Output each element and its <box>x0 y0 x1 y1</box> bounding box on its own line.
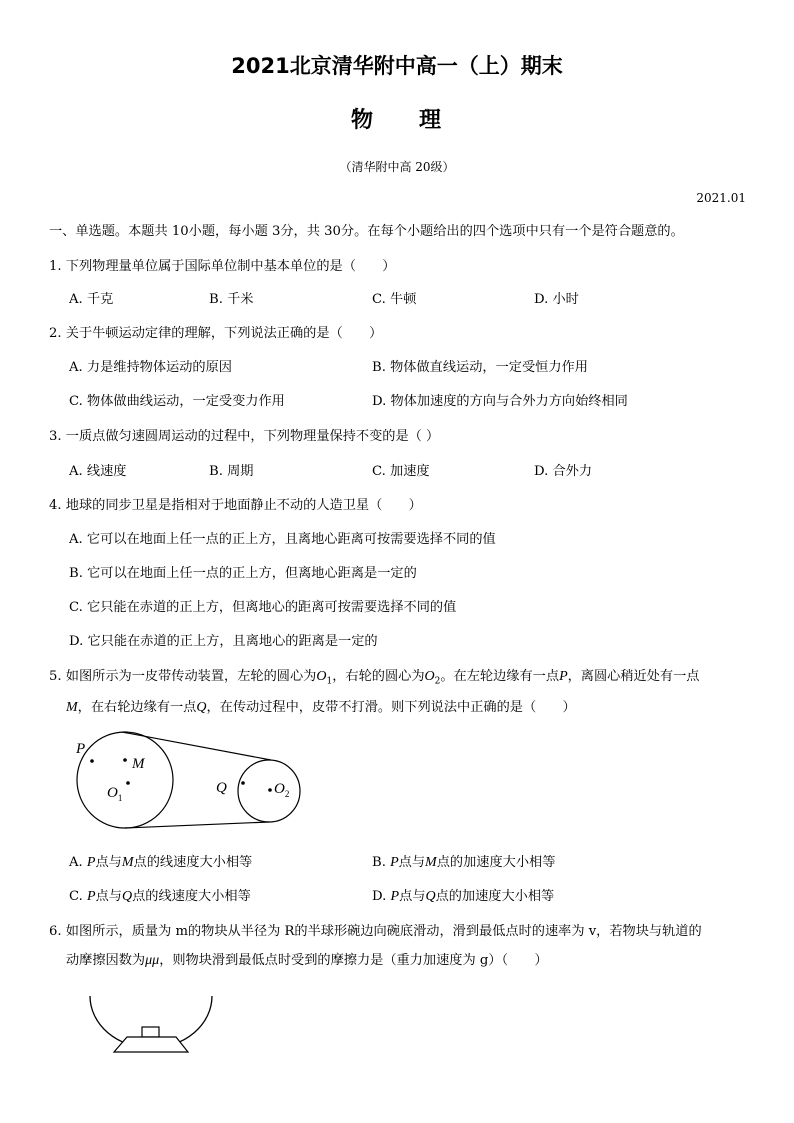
center-o2 <box>268 788 272 792</box>
page-title: 2021北京清华附中高一（上）期末 <box>231 54 563 78</box>
q5-option-d: D. P点与Q点的加速度大小相等 <box>372 889 555 904</box>
q2-option-d: D. 物体加速度的方向与合外力方向始终相同 <box>372 394 628 409</box>
label-p: P <box>76 741 86 757</box>
question-2-stem: 2. 关于牛顿运动定律的理解，下列说法正确的是（ ） <box>49 326 383 341</box>
q4-option-c: C. 它只能在赤道的正上方，但离地心的距离可按需要选择不同的值 <box>69 600 457 615</box>
q2-option-a: A. 力是维持物体运动的原因 <box>69 360 232 375</box>
q2-option-b: B. 物体做直线运动，一定受恒力作用 <box>372 360 588 375</box>
q1-option-b: B. 千米 <box>209 292 254 307</box>
label-o2: $O_2$ <box>274 781 290 799</box>
q3-option-b: B. 周期 <box>209 464 254 479</box>
question-5-stem-line-2: M，在右轮边缘有一点Q，在传动过程中，皮带不打滑。则下列说法中正确的是（ ） <box>66 700 576 715</box>
section-heading: 一、单选题。本题共 10小题，每小题 3分，共 30分。在每个小题给出的四个选项中只有一个是符合题意的。 <box>49 224 684 239</box>
q5-option-c: C. P点与Q点的线速度大小相等 <box>69 889 251 904</box>
subject-title <box>0 103 794 134</box>
subject-char-1: 物 <box>350 108 375 133</box>
q3-option-d: D. 合外力 <box>534 464 593 479</box>
bowl-base <box>114 1037 188 1052</box>
q3-option-c: C. 加速度 <box>372 464 430 479</box>
block <box>142 1027 159 1037</box>
belt-drive-figure <box>70 730 310 835</box>
subject-char-2: 理 <box>419 108 444 133</box>
class-info: （清华附中高 20级） <box>339 160 455 174</box>
q4-option-a: A. 它可以在地面上任一点的正上方，且离地心距离可按需要选择不同的值 <box>69 532 496 547</box>
q4-option-b: B. 它可以在地面上任一点的正上方，但离地心距离是一定的 <box>69 566 417 581</box>
q1-option-d: D. 小时 <box>534 292 579 307</box>
point-m <box>123 758 127 762</box>
q1-option-c: C. 牛顿 <box>372 292 417 307</box>
question-6-stem-line-2: 动摩擦因数为μμ，则物块滑到最低点时受到的摩擦力是（重力加速度为 g）（ ） <box>66 953 548 968</box>
question-3-stem: 3. 一质点做匀速圆周运动的过程中，下列物理量保持不变的是（ ） <box>49 429 440 444</box>
q5-option-b: B. P点与M点的加速度大小相等 <box>372 855 556 870</box>
label-q: Q <box>216 780 227 796</box>
question-6-stem-line-1: 6. 如图所示，质量为 m的物块从半径为 R的半球形碗边向碗底滑动，滑到最低点时的速率为 v，若物块与轨道的 <box>49 924 702 939</box>
q3-option-a: A. 线速度 <box>69 464 127 479</box>
bowl-figure <box>84 990 224 1060</box>
question-1-stem: 1. 下列物理量单位属于国际单位制中基本单位的是（ ） <box>49 259 396 274</box>
q2-option-c: C. 物体做曲线运动，一定受变力作用 <box>69 394 285 409</box>
question-4-stem: 4. 地球的同步卫星是指相对于地面静止不动的人造卫星（ ） <box>49 498 422 513</box>
q1-option-a: A. 千克 <box>69 292 114 307</box>
label-m: M <box>132 756 145 772</box>
point-q <box>241 781 245 785</box>
center-o1 <box>126 781 130 785</box>
q4-option-d: D. 它只能在赤道的正上方，且离地心的距离是一定的 <box>69 634 378 649</box>
left-wheel <box>77 732 173 828</box>
question-5-stem-line-1: 5. 如图所示为一皮带传动装置，左轮的圆心为$O_1$，右轮的圆心为$O_2$。在左轮边缘有一点P，离圆心稍近处有一点 <box>49 669 700 687</box>
exam-date: 2021.01 <box>696 191 746 205</box>
point-p <box>90 759 94 763</box>
q5-option-a: A. P点与M点的线速度大小相等 <box>69 855 253 870</box>
label-o1: $O_1$ <box>107 785 123 803</box>
